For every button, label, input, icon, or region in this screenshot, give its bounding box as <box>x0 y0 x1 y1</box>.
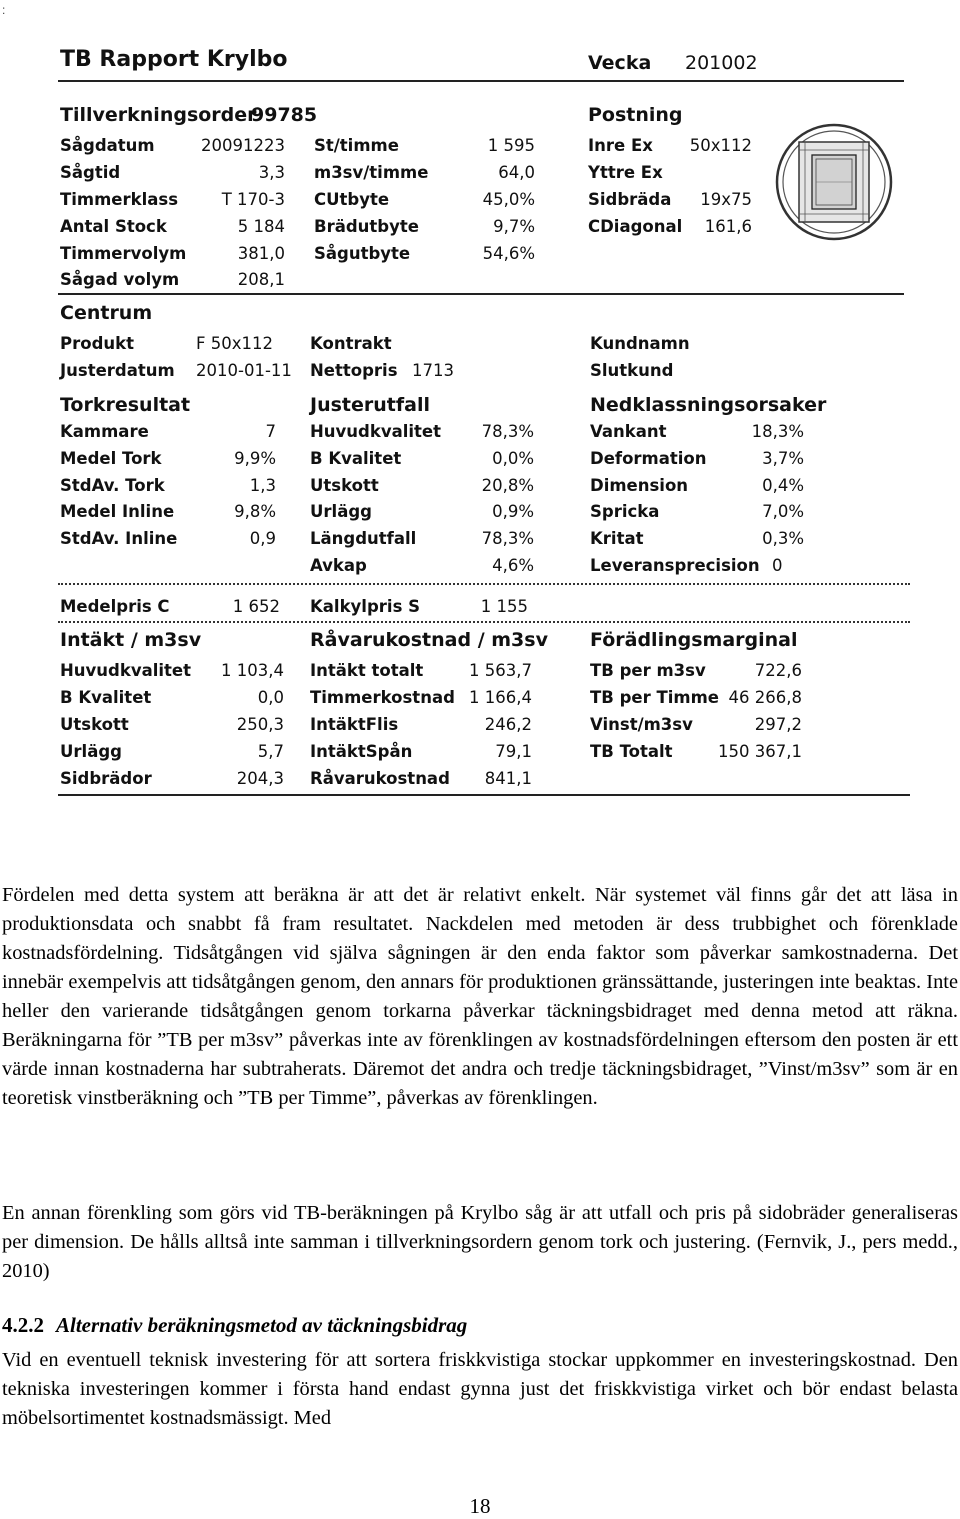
torkresultat-heading: Torkresultat <box>60 394 191 416</box>
medelpris-value: 1 652 <box>232 597 280 616</box>
intakt-label: Urlägg <box>60 742 122 761</box>
nedklass-label: Leveransprecision <box>590 556 760 575</box>
intakt-value: 5,7 <box>257 742 284 761</box>
nedklass-label: Dimension <box>590 476 689 495</box>
centrum-heading: Centrum <box>60 302 153 324</box>
juster-label: Längdutfall <box>310 529 417 548</box>
intakt-label: Huvudkvalitet <box>60 661 192 680</box>
paragraph-2: En annan förenkling som görs vid TB-beräkningen på Krylbo såg är att utfall och pris på sidobräder generaliseras per dimension. De hålls alltså inte samman i tillverkningsordern genom tork och justering. (Fernvik, J., pers medd., 2010) <box>2 1202 958 1282</box>
tork-value: 9,9% <box>234 449 276 468</box>
page-number: 18 <box>469 1494 491 1518</box>
dotted-rule <box>58 621 910 623</box>
nettopris-value: 1713 <box>412 361 454 380</box>
ravaru-value: 246,2 <box>484 715 532 734</box>
intakt-label: B Kvalitet <box>60 688 152 707</box>
juster-label: Avkap <box>310 556 367 575</box>
foradling-value: 150 367,1 <box>718 742 802 761</box>
postning-value: 50x112 <box>689 136 752 155</box>
intakt-label: Utskott <box>60 715 129 734</box>
order-label: Tillverkningsorder <box>60 104 257 126</box>
nedklass-label: Vankant <box>590 422 667 441</box>
top-rule <box>58 80 904 82</box>
order-row-value: 3,3 <box>258 163 285 182</box>
order-row-label: Sågtid <box>60 163 121 182</box>
ravaru-label: Intäkt totalt <box>310 661 424 680</box>
tork-label: Kammare <box>60 422 149 441</box>
nedklass-value: 0,4% <box>762 476 804 495</box>
produkt-label: Produkt <box>60 334 134 353</box>
order-mid-label: St/timme <box>314 136 399 155</box>
order-row-label: Timmerklass <box>60 190 179 209</box>
postning-label: Sidbräda <box>588 190 672 209</box>
order-row-label: Timmervolym <box>60 244 187 263</box>
ravaru-label: Råvarukostnad <box>310 769 450 788</box>
intakt-value: 250,3 <box>236 715 284 734</box>
juster-value: 0,9% <box>492 502 534 521</box>
foradling-label: TB per Timme <box>590 688 719 707</box>
kontrakt-label: Kontrakt <box>310 334 392 353</box>
section-title: Alternativ beräkningsmetod av täckningsbidrag <box>56 1313 468 1337</box>
ravaru-value: 1 563,7 <box>469 661 532 680</box>
ravaru-value: 841,1 <box>484 769 532 788</box>
report-title: TB Rapport Krylbo <box>60 47 288 72</box>
tork-label: Medel Inline <box>60 502 175 521</box>
intakt-value: 1 103,4 <box>221 661 284 680</box>
juster-label: Utskott <box>310 476 379 495</box>
produkt-value: F 50x112 <box>196 334 273 353</box>
juster-value: 4,6% <box>492 556 534 575</box>
juster-value: 20,8% <box>481 476 534 495</box>
juster-label: Urlägg <box>310 502 372 521</box>
intakt-value: 204,3 <box>236 769 284 788</box>
order-row-value: 208,1 <box>237 270 285 289</box>
juster-value: 78,3% <box>481 529 534 548</box>
juster-label: Huvudkvalitet <box>310 422 442 441</box>
tork-label: StdAv. Inline <box>60 529 178 548</box>
tork-value: 7 <box>265 422 276 441</box>
justerdatum-value: 2010-01-11 <box>196 361 292 380</box>
medelpris-label: Medelpris C <box>60 597 170 616</box>
order-mid-value: 9,7% <box>493 217 535 236</box>
order-mid-label: Sågutbyte <box>314 244 411 263</box>
log-cross-section-icon <box>772 120 896 244</box>
order-mid-label: CUtbyte <box>314 190 390 209</box>
bottom-rule <box>58 794 910 796</box>
ravaru-label: IntäktFlis <box>310 715 399 734</box>
tork-label: StdAv. Tork <box>60 476 165 495</box>
nedklass-value: 0,3% <box>762 529 804 548</box>
nedklassning-heading: Nedklassningsorsaker <box>590 394 827 416</box>
ravaru-heading: Råvarukostnad / m3sv <box>310 629 548 651</box>
nedklass-label: Spricka <box>590 502 660 521</box>
kalkylpris-label: Kalkylpris S <box>310 597 421 616</box>
intakt-label: Sidbrädor <box>60 769 152 788</box>
juster-value: 0,0% <box>492 449 534 468</box>
order-row-value: 20091223 <box>201 136 285 155</box>
kundnamn-label: Kundnamn <box>590 334 690 353</box>
order-mid-value: 54,6% <box>482 244 535 263</box>
nedklass-label: Kritat <box>590 529 644 548</box>
order-row-value: 381,0 <box>237 244 285 263</box>
foradling-value: 46 266,8 <box>728 688 802 707</box>
nedklass-value: 7,0% <box>762 502 804 521</box>
foradling-label: Vinst/m3sv <box>590 715 693 734</box>
order-mid-value: 1 595 <box>487 136 535 155</box>
juster-value: 78,3% <box>481 422 534 441</box>
foradling-value: 722,6 <box>754 661 802 680</box>
nettopris-label: Nettopris <box>310 361 398 380</box>
order-mid-value: 45,0% <box>482 190 535 209</box>
postning-value: 19x75 <box>700 190 752 209</box>
week-label: Vecka <box>588 52 652 74</box>
ravaru-value: 79,1 <box>495 742 532 761</box>
order-row-label: Sågdatum <box>60 136 155 155</box>
section-number: 4.2.2 <box>2 1313 44 1337</box>
tork-label: Medel Tork <box>60 449 162 468</box>
juster-label: B Kvalitet <box>310 449 402 468</box>
order-row-label: Antal Stock <box>60 217 167 236</box>
foradling-value: 297,2 <box>754 715 802 734</box>
foradling-label: TB Totalt <box>590 742 673 761</box>
nedklass-label: Deformation <box>590 449 707 468</box>
order-row-label: Sågad volym <box>60 270 180 289</box>
order-row-value: 5 184 <box>237 217 285 236</box>
justerdatum-label: Justerdatum <box>60 361 175 380</box>
week-value: 201002 <box>685 52 758 74</box>
slutkund-label: Slutkund <box>590 361 674 380</box>
intakt-heading: Intäkt / m3sv <box>60 629 202 651</box>
nedklass-value: 18,3% <box>751 422 804 441</box>
order-mid-label: Brädutbyte <box>314 217 419 236</box>
dotted-rule <box>58 583 910 585</box>
nedklass-value: 0 <box>772 556 783 575</box>
tork-value: 0,9 <box>249 529 276 548</box>
intakt-value: 0,0 <box>257 688 284 707</box>
justerutfall-heading: Justerutfall <box>310 394 430 416</box>
foradling-heading: Förädlingsmarginal <box>590 629 798 651</box>
ravaru-label: Timmerkostnad <box>310 688 455 707</box>
order-row-value: T 170-3 <box>221 190 285 209</box>
paragraph-3: Vid en eventuell teknisk investering för att sortera friskkvistiga stockar uppkommer en investeringskostnad. Den tekniska investeringen kommer i första hand endast gynna just det friskkvistiga virket och bör endast belasta möbelsortimentet kostnadsmässigt. Med <box>2 1349 958 1429</box>
nedklass-value: 3,7% <box>762 449 804 468</box>
postning-label: CDiagonal <box>588 217 683 236</box>
order-mid-value: 64,0 <box>498 163 535 182</box>
section-rule <box>58 293 904 295</box>
section-heading <box>2 1313 467 1338</box>
ravaru-value: 1 166,4 <box>469 688 532 707</box>
ravaru-label: IntäktSpån <box>310 742 413 761</box>
tork-value: 1,3 <box>249 476 276 495</box>
corner-mark: : <box>2 3 6 17</box>
order-mid-label: m3sv/timme <box>314 163 429 182</box>
order-value: 99785 <box>251 104 318 126</box>
postning-label: Inre Ex <box>588 136 653 155</box>
foradling-label: TB per m3sv <box>590 661 706 680</box>
postning-label: Yttre Ex <box>588 163 663 182</box>
tork-value: 9,8% <box>234 502 276 521</box>
postning-value: 161,6 <box>704 217 752 236</box>
postning-heading: Postning <box>588 104 683 126</box>
kalkylpris-value: 1 155 <box>480 597 528 616</box>
paragraph-1: Fördelen med detta system att beräkna är att det är relativt enkelt. När systemet väl finns går det att läsa in produktionsdata och snabbt få fram resultatet. Nackdelen med metoden är dess trubbighet och förenklade kostnadsfördelning. Tidsåtgången vid själva sågningen är den enda faktor som påverkar samkostnaderna. Det innebär exempelvis att tidsåtgången genom, den annars för produktionen gränssättande, justeringen inte beaktas. Inte heller den varierande tidsåtgången genom torkarna påverkar täckningsbidraget med denna metod att räkna. Beräkningarna för ”TB per m3sv” påverkas inte av förenklingen av kostnadsfördelningen eftersom den posten är ett värde innan kostnaderna har subtraherats. Däremot det andra och tredje täckningsbidraget, ”Vinst/m3sv” som är en teoretisk vinstberäkning och ”TB per Timme”, påverkas av förenklingen. <box>2 884 958 1109</box>
